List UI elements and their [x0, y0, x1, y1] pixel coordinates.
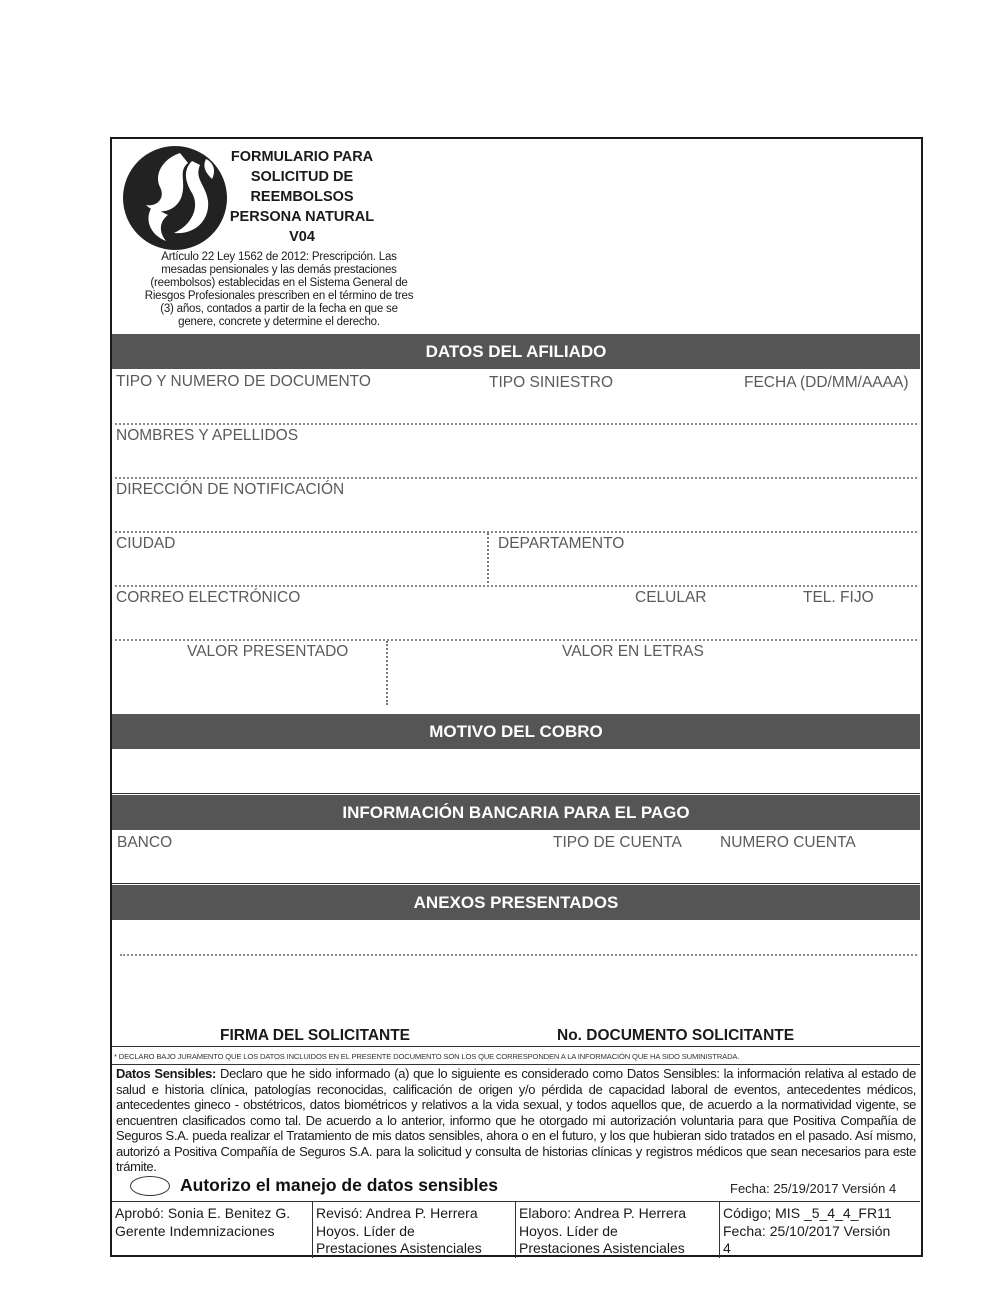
prescription-article-note: Artículo 22 Ley 1562 de 2012: Prescripción. Las mesadas pensionales y las demás prestaciones (reembolsos) establecidas en el Sistema General de Riesgos Profesionales prescriben en el término de tres (3) años, contados a partir de la fecha en que se genere, concrete y determine el derecho.: [144, 251, 414, 328]
label-direccion: DIRECCIÓN DE NOTIFICACIÓN: [116, 481, 345, 498]
footer-codigo: Código; MIS _5_4_4_FR11 Fecha: 25/10/2017 Versión 4: [719, 1202, 920, 1258]
divider-line: [112, 1046, 920, 1047]
sensitive-data-paragraph: [116, 1066, 916, 1175]
sensitive-data-text: Declaro que he sido informado (a) que lo siguiente es considerado como Datos Sensibles: la información relativa al estado de salud e historia clínica, patologías reconocidas, calificación de origen y/o pérdida de capacidad laboral de eventos, antecedentes médicos, antecedentes gineco - obstétricos, datos biométricos y relativos a la vida sexual, y todos aquellos que, de acuerdo a la normatividad vigente, se encuentren clasificados como tal. De acuerdo a lo anterior, informo que he otorgado mi autorización voluntaria para que Positiva Compañía de Seguros S.A. pueda realizar el Tratamiento de mis datos sensibles, ahora o en el futuro, y los que hubieran sido tratados en el pasado. Así mismo, autorizó a Positiva Compañía de Seguros S.A. para la solicitud y consulta de historias clínicas y registros médicos que sean necesarios para este trámite.: [116, 1066, 916, 1174]
authorize-sensitive-data-label: Autorizo el manejo de datos sensibles: [180, 1175, 498, 1195]
field-line-anexos[interactable]: [120, 954, 917, 956]
label-banco: BANCO: [117, 834, 173, 851]
label-documento-solicitante: No. DOCUMENTO SOLICITANTE: [557, 1027, 795, 1044]
section-header-bancaria: INFORMACIÓN BANCARIA PARA EL PAGO: [112, 795, 920, 830]
footer-elaboro: Elaboro: Andrea P. Herrera Hoyos. Líder de Prestaciones Asistenciales: [515, 1202, 719, 1258]
label-valor-letras: VALOR EN LETRAS: [562, 643, 704, 660]
section-header-anexos: ANEXOS PRESENTADOS: [112, 885, 920, 920]
divider-line: [112, 883, 920, 884]
sworn-declaration-note: * DECLARO BAJO JURAMENTO QUE LOS DATOS INCLUIDOS EN EL PRESENTE DOCUMENTO SON LOS QUE CORRESPONDEN A LA INFORMACIÓN QUE HA SIDO SUMINISTRADA.: [114, 1052, 740, 1061]
field-motivo-cobro[interactable]: [112, 749, 920, 793]
label-tipo-siniestro: TIPO SINIESTRO: [489, 374, 614, 391]
label-tipo-cuenta: TIPO DE CUENTA: [553, 834, 682, 851]
field-line-nombres[interactable]: [115, 477, 917, 479]
fecha-version: Fecha: 25/19/2017 Versión 4: [730, 1181, 897, 1196]
positiva-logo: [122, 145, 228, 251]
footer-reviso: Revisó: Andrea P. Herrera Hoyos. Líder de Prestaciones Asistenciales: [312, 1202, 515, 1258]
reimbursement-form: [110, 137, 923, 1257]
field-line-direccion[interactable]: [115, 531, 917, 533]
label-celular: CELULAR: [635, 589, 707, 606]
label-numero-cuenta: NUMERO CUENTA: [720, 834, 856, 851]
label-valor-presentado: VALOR PRESENTADO: [187, 643, 349, 660]
label-fecha: FECHA (DD/MM/AAAA): [744, 374, 909, 391]
divider-ciudad-departamento: [487, 533, 489, 583]
authorize-sensitive-data-checkbox[interactable]: [130, 1176, 170, 1196]
divider-valor: [386, 641, 388, 705]
divider-line: [112, 1064, 920, 1065]
label-ciudad: CIUDAD: [116, 535, 176, 552]
label-correo: CORREO ELECTRÓNICO: [116, 589, 301, 606]
footer-aprobo: Aprobó: Sonia E. Benitez G. Gerente Indemnizaciones: [115, 1205, 291, 1239]
label-tel-fijo: TEL. FIJO: [803, 589, 874, 606]
label-tipo-numero-documento: TIPO Y NUMERO DE DOCUMENTO: [116, 373, 371, 390]
divider-line: [112, 793, 920, 794]
label-departamento: DEPARTAMENTO: [498, 535, 625, 552]
section-header-afiliado: DATOS DEL AFILIADO: [112, 334, 920, 369]
form-title: FORMULARIO PARA SOLICITUD DE REEMBOLSOS PERSONA NATURAL V04: [229, 149, 375, 245]
label-firma-solicitante: FIRMA DEL SOLICITANTE: [220, 1027, 411, 1044]
section-header-motivo: MOTIVO DEL COBRO: [112, 714, 920, 749]
field-line-ciudad[interactable]: [115, 585, 917, 587]
sensitive-data-heading: Datos Sensibles:: [116, 1066, 216, 1081]
field-line-correo[interactable]: [115, 639, 917, 641]
field-line-documento[interactable]: [115, 423, 917, 425]
label-nombres-apellidos: NOMBRES Y APELLIDOS: [116, 427, 299, 444]
